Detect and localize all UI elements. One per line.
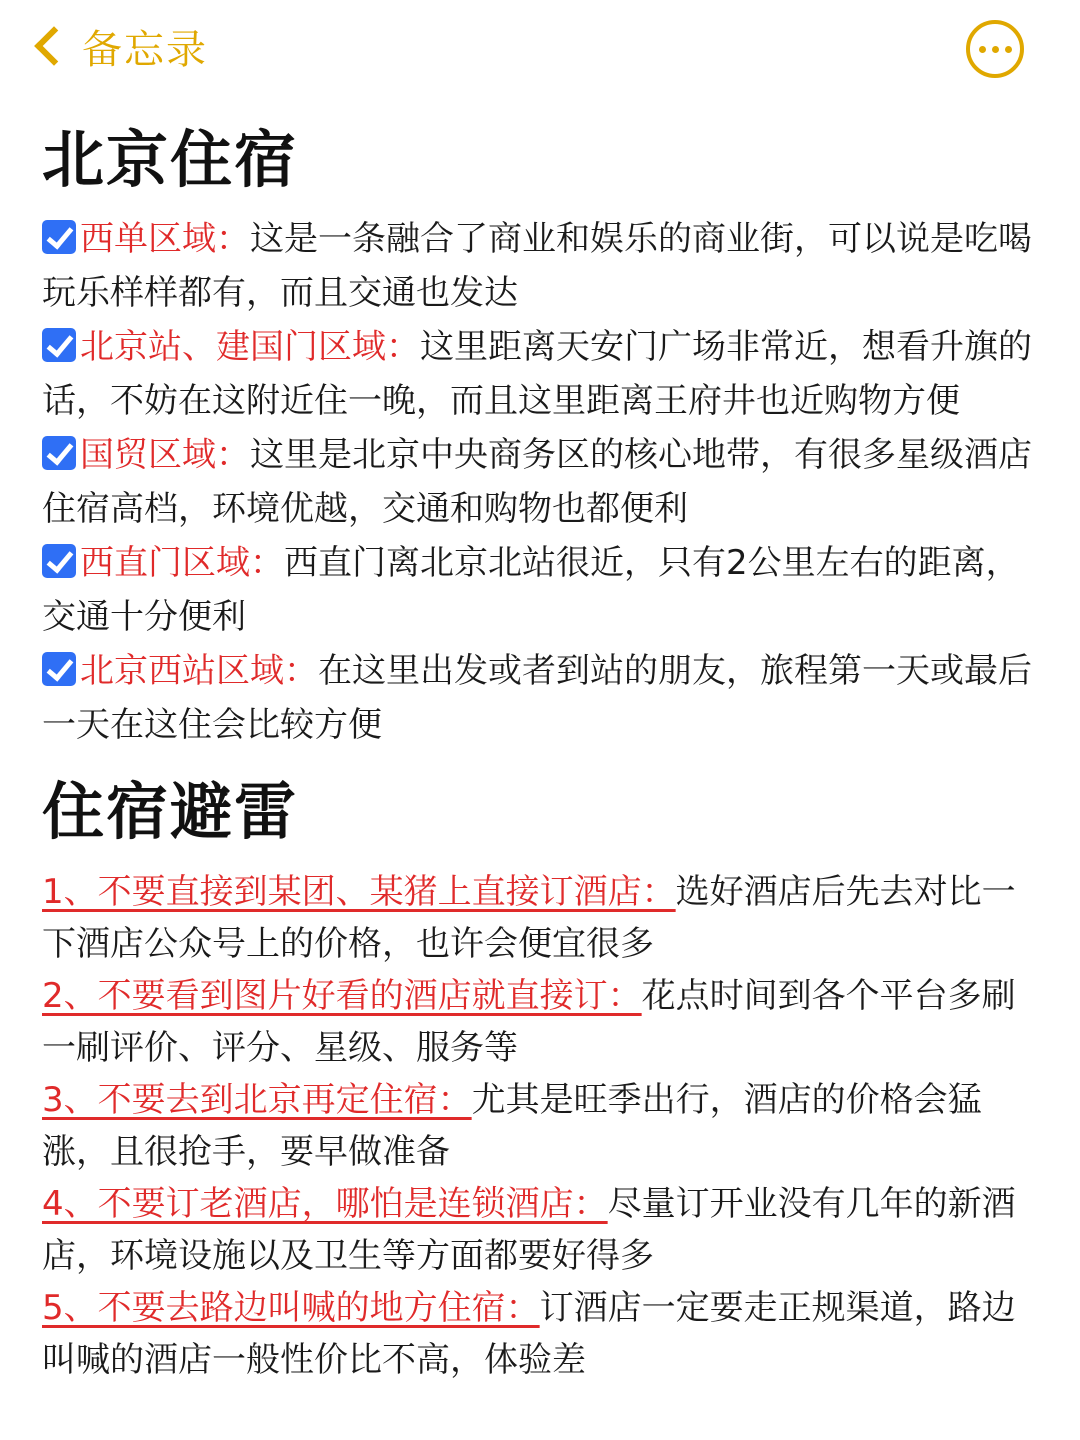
pitfall-item	[42, 866, 1042, 970]
back-label[interactable]: 备忘录	[82, 26, 208, 73]
pitfall-text: 尤其是旺季出行，酒店的价格会猛涨，且很抢手，要早做准备	[42, 1080, 982, 1172]
item-text: 这里距离天安门广场非常近，想看升旗的话，不妨在这附近住一晚，而且这里距离王府井也近购物方便	[42, 327, 1032, 421]
checkbox-checked-icon[interactable]	[42, 652, 76, 686]
section-title-pitfalls: 住宿避雷	[42, 775, 299, 848]
pitfall-heading: 4、不要订老酒店，哪怕是连锁酒店：	[42, 1184, 608, 1224]
pitfall-heading: 2、不要看到图片好看的酒店就直接订：	[42, 976, 642, 1016]
checkbox-checked-icon[interactable]	[42, 544, 76, 578]
pitfall-text: 尽量订开业没有几年的新酒店，环境设施以及卫生等方面都要好得多	[42, 1184, 1016, 1276]
item-heading: 北京站、建国门区域：	[80, 327, 420, 367]
item-heading: 西单区域：	[80, 219, 250, 259]
pitfall-text: 选好酒店后先去对比一下酒店公众号上的价格，也许会便宜很多	[42, 872, 1016, 964]
item-text: 西直门离北京北站很近，只有2公里左右的距离，交通十分便利	[42, 543, 1020, 637]
checklist-item	[42, 320, 1042, 428]
pitfall-text: 订酒店一定要走正规渠道，路边叫喊的酒店一般性价比不高，体验差	[42, 1288, 1016, 1380]
nav-bar	[0, 0, 1080, 96]
pitfall-item	[42, 1074, 1042, 1178]
pitfall-heading: 5、不要去路边叫喊的地方住宿：	[42, 1288, 540, 1328]
more-dot-icon	[979, 46, 986, 53]
checklist-item	[42, 428, 1042, 536]
note-body[interactable]	[42, 122, 1042, 1386]
area-checklist	[42, 212, 1042, 752]
item-text: 在这里出发或者到站的朋友，旅程第一天或最后一天在这住会比较方便	[42, 651, 1032, 745]
more-dot-icon	[1005, 46, 1012, 53]
pitfall-list	[42, 866, 1042, 1386]
pitfall-text: 花点时间到各个平台多刷一刷评价、评分、星级、服务等	[42, 976, 1016, 1068]
more-options-button[interactable]	[966, 20, 1024, 78]
pitfall-item	[42, 1282, 1042, 1386]
checklist-item	[42, 644, 1042, 752]
pitfall-item	[42, 1178, 1042, 1282]
item-heading: 国贸区域：	[80, 435, 250, 475]
checkbox-checked-icon[interactable]	[42, 436, 76, 470]
pitfall-item	[42, 970, 1042, 1074]
section-title-accommodation: 北京住宿	[42, 123, 299, 196]
checkbox-checked-icon[interactable]	[42, 328, 76, 362]
item-heading: 北京西站区域：	[80, 651, 318, 691]
more-dot-icon	[992, 46, 999, 53]
item-text: 这是一条融合了商业和娱乐的商业街，可以说是吃喝玩乐样样都有，而且交通也发达	[42, 219, 1032, 313]
checklist-item	[42, 536, 1042, 644]
back-button[interactable]	[30, 18, 208, 74]
chevron-left-icon[interactable]	[34, 26, 74, 66]
item-text: 这里是北京中央商务区的核心地带，有很多星级酒店住宿高档，环境优越，交通和购物也都便利	[42, 435, 1032, 529]
pitfall-heading: 3、不要去到北京再定住宿：	[42, 1080, 472, 1120]
item-heading: 西直门区域：	[80, 543, 284, 583]
checkbox-checked-icon[interactable]	[42, 220, 76, 254]
checklist-item	[42, 212, 1042, 320]
pitfall-heading: 1、不要直接到某团、某猪上直接订酒店：	[42, 872, 676, 912]
